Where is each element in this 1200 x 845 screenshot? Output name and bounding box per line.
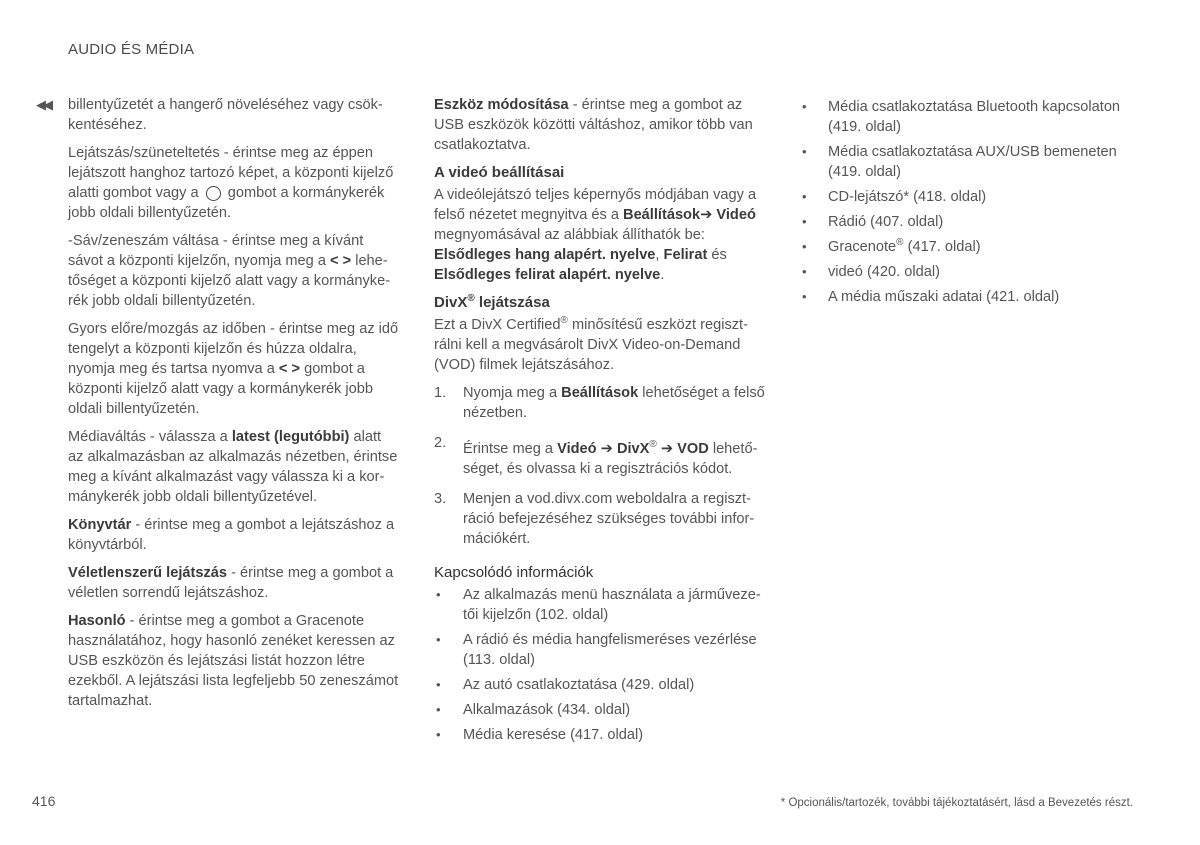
step-text-end: lehetőséget, és olvassa ki a regisztrációs kódot.: [463, 441, 758, 477]
list-item[interactable]: [434, 725, 766, 745]
fast-forward-paragraph: [68, 319, 400, 419]
divx-steps-list: [434, 383, 766, 549]
divx-intro-paragraph: [434, 315, 766, 375]
step-text-end: lehetőséget a felső nézetben.: [463, 385, 765, 421]
list-item: [434, 489, 766, 549]
media-switch-text-end: alatt az alkalmazásban az alkalmazás nézetben, érintse meg a kívánt alkalmazást vagy válassza ki a kormánykerék jobb oldali billentyűzetével.: [68, 429, 398, 505]
divx-heading-rest: lejátszása: [478, 294, 550, 311]
list-item: [434, 383, 766, 423]
list-item[interactable]: [802, 287, 1148, 307]
library-text: - érintse meg a gombot a lejátszáshoz a könyvtárból.: [68, 517, 395, 553]
bullet-icon: •: [802, 99, 807, 114]
related-link[interactable]: Az autó csatlakoztatása (429. oldal): [463, 677, 695, 693]
registered-mark: ®: [560, 315, 568, 327]
registered-mark: ®: [467, 293, 475, 304]
video-label: Videó: [716, 207, 756, 223]
related-link[interactable]: Rádió (407. oldal): [828, 214, 944, 230]
prev-next-symbol: < >: [278, 361, 301, 377]
circle-button-icon: [206, 186, 221, 201]
fast-forward-text-end: gombot a központi kijelző alatt vagy a kormánykerék jobb oldali billentyűzetén.: [68, 361, 374, 417]
related-link[interactable]: videó (420. oldal): [828, 264, 940, 280]
list-item[interactable]: [802, 187, 1148, 207]
page-header: AUDIO ÉS MÉDIA: [68, 41, 195, 58]
video-settings-text-mid: megnyomásával az alábbiak állíthatók be:: [434, 227, 705, 243]
shuffle-text: - érintse meg a gombot a véletlen sorrendű lejátszáshoz.: [68, 565, 394, 601]
video-settings-paragraph: [434, 185, 766, 285]
video-settings-heading: A videó beállításai: [434, 164, 565, 181]
settings-label: Beállítások: [623, 207, 701, 223]
list-item[interactable]: [802, 262, 1148, 282]
column-right: [802, 95, 1148, 312]
list-item[interactable]: [802, 97, 1148, 137]
separator: ,: [655, 247, 660, 263]
divx-intro-text: Ezt a DivX Certified: [434, 317, 561, 333]
arrow-right-icon: ➔: [660, 441, 674, 457]
related-link[interactable]: A rádió és média hangfelismeréses vezérlése (113. oldal): [463, 632, 757, 668]
bullet-icon: •: [802, 214, 807, 229]
related-link[interactable]: CD-lejátszó* (418. oldal): [828, 189, 987, 205]
list-item[interactable]: [802, 142, 1148, 182]
media-switch-text: Médiaváltás - válassza a: [68, 429, 228, 445]
page-number: 416: [32, 793, 56, 809]
play-pause-paragraph: [68, 143, 400, 223]
divx-heading-text: DivX: [434, 294, 468, 311]
bullet-icon: •: [802, 189, 807, 204]
track-change-paragraph: [68, 231, 400, 311]
related-link[interactable]: A média műszaki adatai (421. oldal): [828, 289, 1060, 305]
track-change-text: -Sáv/zeneszám váltása - érintse meg a kívánt sávot a központi kijelzőn, nyomja meg a: [68, 233, 364, 269]
library-label: Könyvtár: [68, 517, 132, 533]
list-item[interactable]: [802, 212, 1148, 232]
primary-audio-language-label: Elsődleges hang alapért. nyelve: [434, 247, 656, 263]
step-text: Nyomja meg a: [463, 385, 558, 401]
related-info-list: [434, 585, 766, 745]
related-link[interactable]: Média keresése (417. oldal): [463, 727, 644, 743]
list-item[interactable]: [434, 675, 766, 695]
related-link[interactable]: Alkalmazások (434. oldal): [463, 702, 631, 718]
step-text: Érintse meg a: [463, 441, 554, 457]
related-info-list-continued: [802, 97, 1148, 307]
list-item[interactable]: [434, 585, 766, 625]
play-pause-text: Lejátszás/szüneteltetés - érintse meg az éppen lejátszott hanghoz tartozó képet, a központi kijelző alatti gombot vagy a: [68, 145, 394, 201]
track-change-text-end: lehetőséget a központi kijelző alatt vagy a kormánykerék jobb oldali billentyűzetén.: [68, 253, 391, 309]
list-item[interactable]: [802, 237, 1148, 257]
bullet-icon: •: [436, 702, 441, 717]
divx-intro-text-end: minősítésű eszközt regisztrálni kell a megvásárolt DivX Video-on-Demand (VOD) filmek lejátszásához.: [434, 317, 748, 373]
related-link[interactable]: Média csatlakoztatása AUX/USB bemeneten (419. oldal): [828, 144, 1117, 180]
device-change-label: Eszköz módosítása: [434, 97, 569, 113]
bullet-icon: •: [436, 632, 441, 647]
step-number: 3.: [434, 491, 447, 507]
bullet-icon: •: [802, 264, 807, 279]
intro-paragraph: billentyűzetét a hangerő növeléséhez vagy csökkentéséhez.: [68, 97, 383, 133]
video-settings-text: A videólejátszó teljes képernyős módjában vagy a felső nézetet megnyitva és a: [434, 187, 757, 223]
device-change-paragraph: [434, 95, 766, 155]
bullet-icon: •: [436, 677, 441, 692]
divx-heading: [434, 293, 766, 313]
step-number: 1.: [434, 385, 447, 401]
bullet-icon: •: [802, 144, 807, 159]
settings-label: Beállítások: [561, 385, 639, 401]
shuffle-label: Véletlenszerű lejátszás: [68, 565, 227, 581]
similar-paragraph: [68, 611, 400, 711]
step-number: 2.: [434, 435, 447, 451]
registered-mark: ®: [896, 237, 904, 249]
footnote: * Opcionális/tartozék, további tájékoztatásért, lásd a Bevezetés részt.: [780, 797, 1133, 809]
related-info-heading: Kapcsolódó információk: [434, 564, 594, 581]
column-left: [68, 95, 400, 719]
device-change-text: - érintse meg a gombot az USB eszközök közötti váltáshoz, amikor több van csatlakoztatva.: [434, 97, 753, 153]
similar-label: Hasonló: [68, 613, 126, 629]
list-item[interactable]: [434, 700, 766, 720]
period: .: [660, 267, 665, 283]
related-link-text-end: (417. oldal): [907, 239, 981, 255]
play-pause-text-end: gombot a kormánykerék jobb oldali billentyűzetén.: [68, 185, 385, 221]
vod-label: VOD: [677, 441, 709, 457]
column-middle: [434, 95, 766, 750]
bullet-icon: •: [802, 239, 807, 254]
bullet-icon: •: [436, 587, 441, 602]
latest-label: latest (legutóbbi): [231, 429, 350, 445]
step-text: Menjen a vod.divx.com weboldalra a regisztráció befejezéséhez szükséges további információkért.: [463, 491, 755, 547]
media-switch-paragraph: [68, 427, 400, 507]
arrow-right-icon: ➔: [600, 441, 613, 457]
registered-mark: ®: [649, 439, 657, 451]
library-paragraph: [68, 515, 400, 555]
related-link[interactable]: [828, 239, 981, 255]
shuffle-paragraph: [68, 563, 400, 603]
list-item[interactable]: [434, 630, 766, 670]
subtitle-label: Felirat: [663, 247, 708, 263]
continuation-icon: ◀◀: [36, 97, 50, 112]
similar-text: - érintse meg a gombot a Gracenote használatához, hogy hasonló zenéket keressen az USB eszközön és lejátszási listát hozzon létre ezekből. A lejátszási lista legfeljebb 50 zeneszámot tartalmazhat.: [68, 613, 399, 709]
divx-label: DivX: [616, 441, 650, 457]
fast-forward-text: Gyors előre/mozgás az időben - érintse meg az idő tengelyt a központi kijelzőn és húzza oldalra, nyomja meg és tartsa nyomva a: [68, 321, 399, 377]
list-item: [434, 433, 766, 479]
primary-subtitle-language-label: Elsődleges felirat alapért. nyelve: [434, 267, 661, 283]
video-label: Videó: [557, 441, 597, 457]
related-link[interactable]: Média csatlakoztatása Bluetooth kapcsolaton (419. oldal): [828, 99, 1121, 135]
bullet-icon: •: [436, 727, 441, 742]
bullet-icon: •: [802, 289, 807, 304]
conjunction: és: [711, 247, 727, 263]
related-link[interactable]: Az alkalmazás menü használata a járművezetői kijelzőn (102. oldal): [463, 587, 761, 623]
arrow-right-icon: ➔: [700, 207, 713, 223]
prev-next-symbol: < >: [330, 253, 352, 269]
related-link-text: Gracenote: [828, 239, 897, 255]
